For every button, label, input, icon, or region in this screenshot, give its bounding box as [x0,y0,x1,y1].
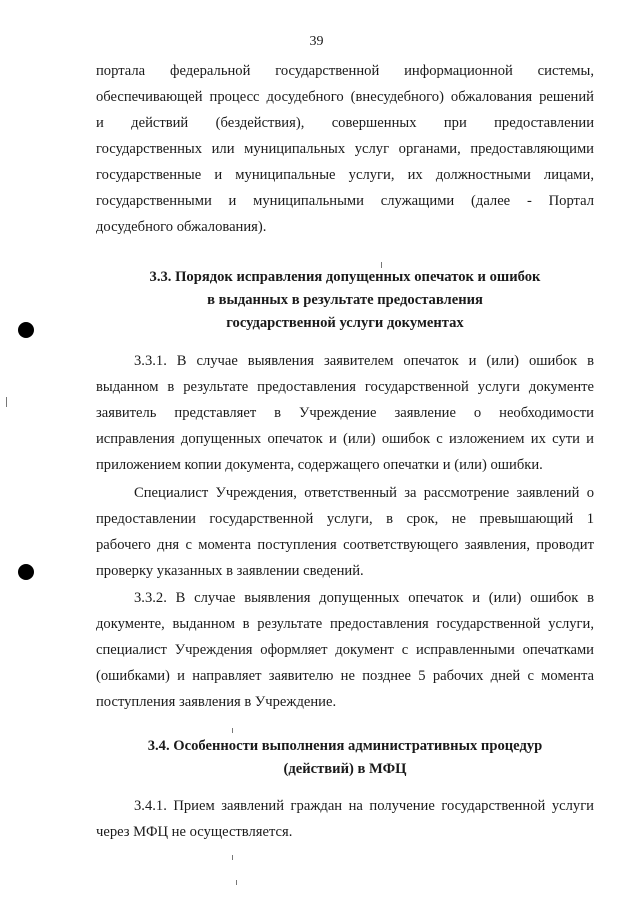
text-line: 3.3.2. В случае выявления допущенных опечаток и (или) ошибок в [134,590,594,606]
scan-speck [232,728,233,733]
scan-speck [6,397,7,407]
text-line: через МФЦ не осуществляется. [96,824,293,840]
text-line: Специалист Учреждения, ответственный за рассмотрение заявлений о [134,485,594,501]
text-line: портала федеральной государственной информационной системы, [96,63,594,79]
text-line: государственных или муниципальных услуг органами, предоставляющими [96,141,594,157]
intro-paragraph [96,58,594,240]
scan-speck [236,880,237,885]
text-line: исправления допущенных опечаток и (или) ошибок с изложением их сути и [96,431,594,447]
paragraph-specialist [96,480,594,584]
paragraph-3-3-1 [96,348,594,478]
text-line: 3.3.1. В случае выявления заявителем опечаток и (или) ошибок в [134,353,594,369]
heading-line: 3.3. Порядок исправления допущенных опечаток и ошибок [149,269,541,285]
text-line: выданном в результате предоставления государственной услуги документе [96,379,594,395]
text-line: (ошибками) и направляет заявителю не позднее 5 рабочих дней с момента [96,668,594,684]
text-line: проверку указанных в заявлении сведений. [96,563,364,579]
text-line: заявитель представляет в Учреждение заявление о необходимости [96,405,594,421]
scan-speck [232,855,233,860]
text-line: обеспечивающей процесс досудебного (внесудебного) обжалования решений [96,89,594,105]
text-line: рабочего дня с момента поступления соответствующего заявления, проводит [96,537,594,553]
text-line: государственные и муниципальные услуги, их должностными лицами, [96,167,594,183]
hole-punch-mark [18,322,34,338]
text-line: специалист Учреждения оформляет документ с исправленными опечатками [96,642,594,658]
section-heading-3-4 [96,735,594,781]
heading-line: 3.4. Особенности выполнения административных процедур [147,738,543,754]
paragraph-3-4-1 [96,793,594,845]
text-line: и действий (бездействия), совершенных при предоставлении [96,115,594,131]
text-line: документе, выданном в результате предоставления государственной услуги, [96,616,594,632]
text-line: досудебного обжалования). [96,219,267,235]
page-number: 39 [309,34,324,49]
hole-punch-mark [18,564,34,580]
heading-line: государственной услуги документах [226,315,464,331]
text-line: государственными и муниципальными служащими (далее - Портал [96,193,594,209]
section-heading-3-3 [96,266,594,335]
heading-line: (действий) в МФЦ [283,761,407,777]
text-line: поступления заявления в Учреждение. [96,694,337,710]
text-line: предоставлении государственной услуги, в срок, не превышающий 1 [96,511,594,527]
heading-line: в выданных в результате предоставления [207,292,483,308]
paragraph-3-3-2 [96,585,594,715]
text-line: 3.4.1. Прием заявлений граждан на получение государственной услуги [134,798,594,814]
text-line: приложением копии документа, содержащего опечатки и (или) ошибки. [96,457,543,473]
